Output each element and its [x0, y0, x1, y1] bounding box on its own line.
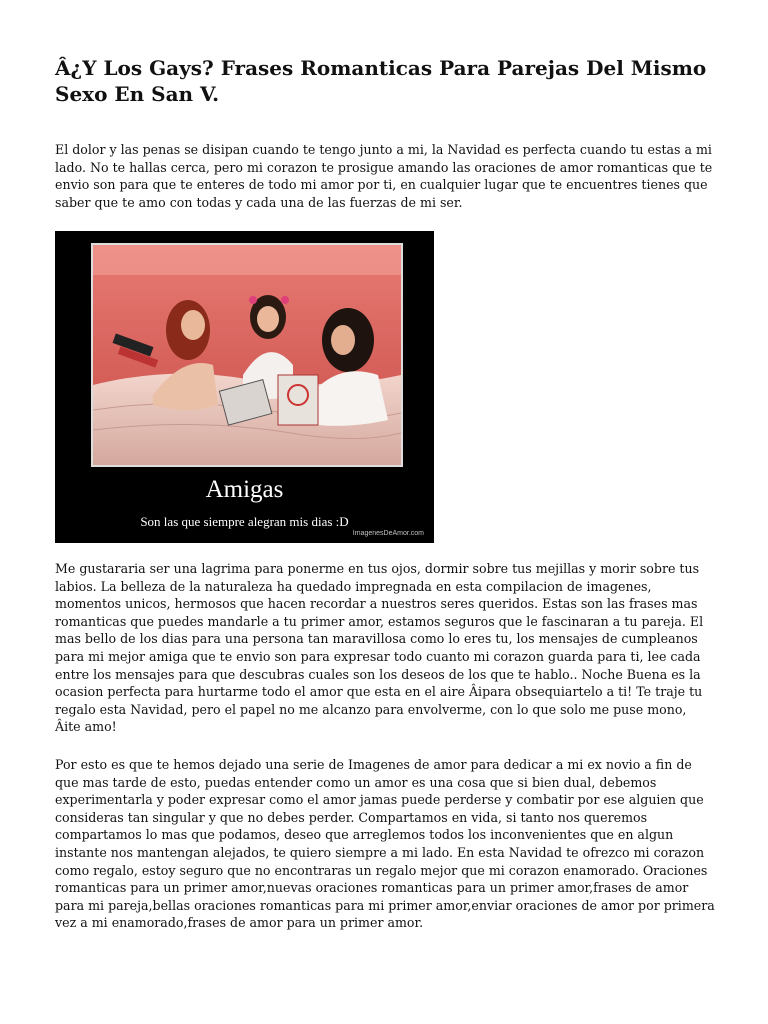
paragraph-1: El dolor y las penas se disipan cuando te tengo junto a mi, la Navidad es perfecta cuando tu estas a mi lado. No te hallas cerca, pero mi corazon te prosigue amando las oraciones de amor romanticas que te envio son para que te enteres de todo mi amor por ti, en cualquier lugar que te encuentres tienes que saber que te amo con todas y cada una de las fuerzas de mi ser.: [55, 142, 713, 210]
paragraph-2: Me gustararia ser una lagrima para ponerme en tus ojos, dormir sobre tus mejillas y morir sobre tus labios. La belleza de la naturaleza ha quedado impregnada en esta compilacion de imagenes, momentos unicos, hermosos que hacen recordar a nuestros seres queridos. Estas son las frases mas romanticas que puedes mandarle a tu primer amor, estamos seguros que le fascinaran a tu pareja. El mas bello de los dias para una persona tan maravillosa como lo eres tu, los mensajes de cumpleanos para mi mejor amiga que te envio son para expresar todo cuanto mi corazon guarda para ti, lee cada entre los mensajes para que descubras cuales son los deseos de los que te hablo.. Noche Buena es la ocasion perfecta para hurtarme todo el amor que esta en el aire Âipara obsequiartelo a ti! Te traje tu regalo esta Navidad, pero el papel no me alcanzo para envolverme, con lo que solo me puse mono, Âite amo!: [55, 561, 704, 735]
watermark: ImagenesDeAmor.com: [352, 530, 424, 537]
friends-photo: [93, 245, 401, 465]
poster-caption-title: Amigas: [205, 476, 284, 503]
poster-caption-subtitle: Son las que siempre alegran mis dias :D: [140, 514, 349, 529]
photo-frame: [91, 243, 403, 467]
poster-image: [55, 231, 434, 543]
magazine: [278, 375, 318, 425]
paragraph-3: Por esto es que te hemos dejado una serie de Imagenes de amor para dedicar a mi ex novio a fin de que mas tarde de esto, puedas entender como un amor es una cosa que si bien dual, debemos experimentarla y poder expresar como el amor jamas puede perderse y combatir por ese alguien que consideras tan singular y que no debes perder. Compartamos en vida, si tanto nos queremos compartamos lo mas que podamos, deseo que arreglemos todos los inconvenientes que en algun instante nos mantengan alejados, te quiero siempre a mi lado. En esta Navidad te ofrezco mi corazon como regalo, estoy seguro que no encontraras un regalo mejor que mi corazon enamorado. Oraciones romanticas para un primer amor,nuevas oraciones romanticas para un primer amor,frases de amor para mi pareja,bellas oraciones romanticas para mi primer amor,enviar oraciones de amor por primera vez a mi enamorado,frases de amor para un primer amor.: [55, 757, 715, 931]
page-title: Â¿Y Los Gays? Frases Romanticas Para Parejas Del Mismo Sexo En San V.: [55, 56, 707, 106]
